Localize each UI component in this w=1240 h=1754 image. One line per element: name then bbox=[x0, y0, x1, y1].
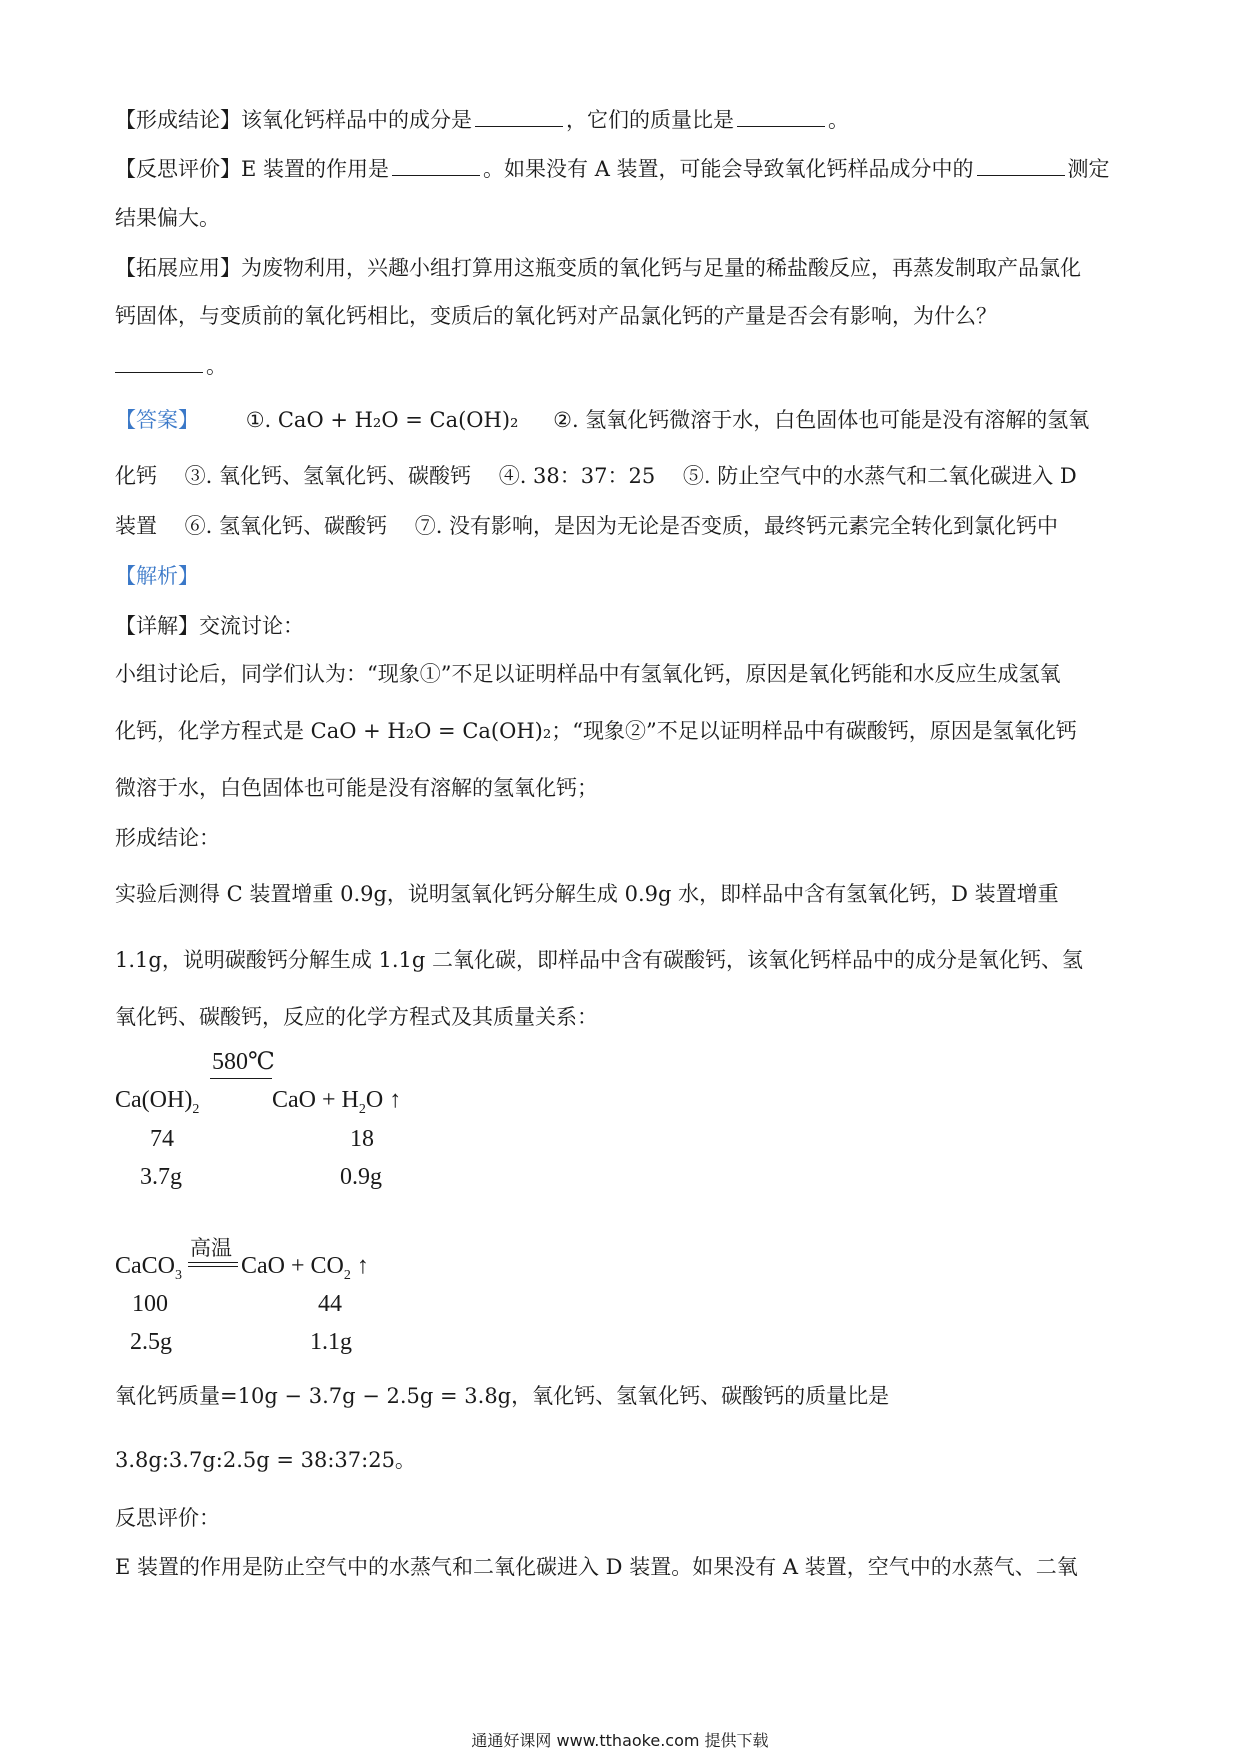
molar-mass: 44 bbox=[318, 1291, 342, 1317]
paragraph: 小组讨论后，同学们认为：“现象①”不足以证明样品中有氢氧化钙，原因是氧化钙能和水反应生成氢氧 bbox=[115, 662, 1061, 686]
paragraph: 氧化钙质量=10g − 3.7g − 2.5g = 3.8g，氧化钙、氢氧化钙、碳酸钙的质量比是 bbox=[115, 1384, 890, 1408]
equation-condition-line bbox=[188, 1266, 238, 1267]
footer-credit: 通通好课网 www.tthaoke.com 提供下载 bbox=[471, 1731, 769, 1750]
equation-condition: 高温 bbox=[190, 1236, 232, 1260]
conclusion-question: 【形成结论】该氧化钙样品中的成分是 ，它们的质量比是 。 bbox=[115, 108, 849, 132]
equation-condition-line bbox=[210, 1078, 272, 1079]
molar-mass: 18 bbox=[350, 1126, 374, 1152]
equation-reactant: CaCO$_3$ bbox=[115, 1253, 182, 1283]
paragraph: 3.8g:3.7g:2.5g = 38:37:25。 bbox=[115, 1448, 416, 1472]
equation-condition: 580℃ bbox=[212, 1049, 275, 1075]
answer-blank[interactable] bbox=[475, 106, 563, 127]
paragraph: 实验后测得 C 装置增重 0.9g，说明氢氧化钙分解生成 0.9g 水，即样品中含有氢氧化钙，D 装置增重 bbox=[115, 882, 1059, 906]
equation-condition-line bbox=[188, 1262, 238, 1263]
reflection-question: 【反思评价】E 装置的作用是 。如果没有 A 装置，可能会导致氧化钙样品成分中的 测定 bbox=[115, 157, 1110, 181]
mass-value: 0.9g bbox=[340, 1164, 382, 1190]
paragraph: E 装置的作用是防止空气中的水蒸气和二氧化碳进入 D 装置。如果没有 A 装置，空气中的水蒸气、二氧 bbox=[115, 1555, 1078, 1579]
mass-value: 3.7g bbox=[140, 1164, 182, 1190]
answer-line-2: 化钙 ③. 氧化钙、氢氧化钙、碳酸钙 ④. 38：37：25 ⑤. 防止空气中的水蒸气和二氧化碳进入 D bbox=[115, 464, 1077, 488]
detail-title: 【详解】交流讨论： bbox=[115, 614, 304, 638]
answer-blank[interactable] bbox=[115, 352, 203, 373]
reflect-title: 反思评价： bbox=[115, 1506, 220, 1530]
extension-blank-line: 。 bbox=[115, 352, 227, 380]
paragraph: 氧化钙、碳酸钙，反应的化学方程式及其质量关系： bbox=[115, 1005, 598, 1029]
mass-value: 2.5g bbox=[130, 1329, 172, 1355]
answer-blank[interactable] bbox=[392, 155, 480, 176]
answer-tag: 【答案】 bbox=[115, 408, 199, 432]
conclusion-title: 形成结论： bbox=[115, 826, 220, 850]
answer-blank[interactable] bbox=[737, 106, 825, 127]
reflection-question-cont: 结果偏大。 bbox=[115, 206, 220, 230]
paragraph: 微溶于水，白色固体也可能是没有溶解的氢氧化钙； bbox=[115, 776, 598, 800]
molar-mass: 100 bbox=[132, 1291, 168, 1317]
answer-blank[interactable] bbox=[977, 155, 1065, 176]
equation-reactant: $Ca(OH)_2$ bbox=[115, 1087, 200, 1117]
analysis-tag: 【解析】 bbox=[115, 564, 199, 588]
paragraph: 化钙，化学方程式是 CaO + H₂O = Ca(OH)₂；“现象②”不足以证明样品中有碳酸钙，原因是氢氧化钙 bbox=[115, 719, 1077, 743]
equation-product: CaO + $H_2O$ ↑ bbox=[272, 1087, 402, 1117]
equation-product: CaO + $CO_2$ ↑ bbox=[241, 1253, 369, 1283]
extension-question: 【拓展应用】为废物利用，兴趣小组打算用这瓶变质的氧化钙与足量的稀盐酸反应，再蒸发制取产品氯化 bbox=[115, 256, 1081, 280]
answer-line-1: 【答案】 ①. CaO + H₂O = Ca(OH)₂ ②. 氢氧化钙微溶于水，白色固体也可能是没有溶解的氢氧 bbox=[115, 408, 1090, 432]
molar-mass: 74 bbox=[150, 1126, 174, 1152]
extension-question-cont: 钙固体，与变质前的氧化钙相比，变质后的氧化钙对产品氯化钙的产量是否会有影响，为什么？ bbox=[115, 304, 997, 328]
mass-value: 1.1g bbox=[310, 1329, 352, 1355]
paragraph: 1.1g，说明碳酸钙分解生成 1.1g 二氧化碳，即样品中含有碳酸钙，该氧化钙样品中的成分是氧化钙、氢 bbox=[115, 948, 1084, 972]
answer-line-3: 装置 ⑥. 氢氧化钙、碳酸钙 ⑦. 没有影响，是因为无论是否变质，最终钙元素完全转化到氯化钙中 bbox=[115, 514, 1059, 538]
